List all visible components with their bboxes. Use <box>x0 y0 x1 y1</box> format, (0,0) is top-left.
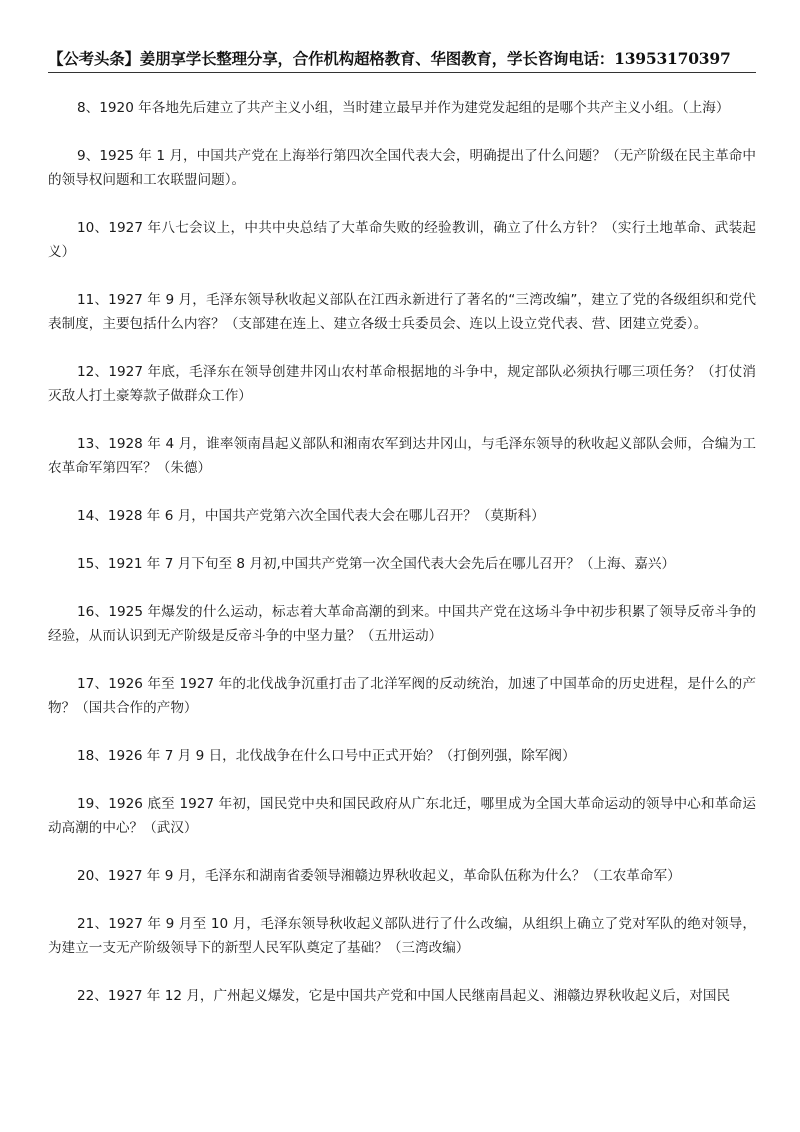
question-item-11: 11、1927 年 9 月，毛泽东领导秋收起义部队在江西永新进行了著名的“三湾改编”，建立了党的各级组织和党代表制度，主要包括什么内容？（支部建在连上、建立各级士兵委员会、连以上设立党代表、营、团建立党委）。 <box>48 292 756 332</box>
question-item-8: 8、1920 年各地先后建立了共产主义小组，当时建立最早并作为建党发起组的是哪个共产主义小组。（上海） <box>77 100 730 116</box>
question-item-15: 15、1921 年 7 月下旬至 8 月初,中国共产党第一次全国代表大会先后在哪儿召开？（上海、嘉兴） <box>77 556 676 572</box>
question-item-20: 20、1927 年 9 月，毛泽东和湖南省委领导湘赣边界秋收起义，革命队伍称为什么？（工农革命军） <box>77 868 681 884</box>
question-item-13: 13、1928 年 4 月，谁率领南昌起义部队和湘南农军到达井冈山，与毛泽东领导的秋收起义部队会师，合编为工农革命军第四军？（朱德） <box>48 436 756 476</box>
question-item-12: 12、1927 年底，毛泽东在领导创建井冈山农村革命根据地的斗争中，规定部队必须执行哪三项任务？（打仗消灭敌人打土豪筹款子做群众工作） <box>48 364 756 404</box>
question-item-18: 18、1926 年 7 月 9 日，北伐战争在什么口号中正式开始？（打倒列强，除军阀） <box>77 748 576 764</box>
question-item-9: 9、1925 年 1 月，中国共产党在上海举行第四次全国代表大会，明确提出了什么问题？（无产阶级在民主革命中的领导权问题和工农联盟问题）。 <box>48 148 756 188</box>
question-item-22: 22、1927 年 12 月，广州起义爆发，它是中国共产党和中国人民继南昌起义、湘赣边界秋收起义后，对国民 <box>77 988 731 1004</box>
question-item-21: 21、1927 年 9 月至 10 月，毛泽东领导秋收起义部队进行了什么改编，从组织上确立了党对军队的绝对领导，为建立一支无产阶级领导下的新型人民军队奠定了基础？（三湾改编） <box>48 916 756 956</box>
question-list <box>48 96 756 1032</box>
question-item-10: 10、1927 年八七会议上，中共中央总结了大革命失败的经验教训，确立了什么方针？（实行土地革命、武装起义） <box>48 220 756 260</box>
question-item-16: 16、1925 年爆发的什么运动，标志着大革命高潮的到来。中国共产党在这场斗争中初步积累了领导反帝斗争的经验，从而认识到无产阶级是反帝斗争的中坚力量？（五卅运动） <box>48 604 756 644</box>
question-item-19: 19、1926 底至 1927 年初，国民党中央和国民政府从广东北迁，哪里成为全国大革命运动的领导中心和革命运动高潮的中心？（武汉） <box>48 796 756 836</box>
page-header: 【公考头条】姜朋享学长整理分享，合作机构超格教育、华图教育，学长咨询电话：13953170397 <box>48 46 756 73</box>
question-item-14: 14、1928 年 6 月，中国共产党第六次全国代表大会在哪儿召开？（莫斯科） <box>77 508 545 524</box>
question-item-17: 17、1926 年至 1927 年的北伐战争沉重打击了北洋军阀的反动统治，加速了中国革命的历史进程，是什么的产物？（国共合作的产物） <box>48 676 756 716</box>
